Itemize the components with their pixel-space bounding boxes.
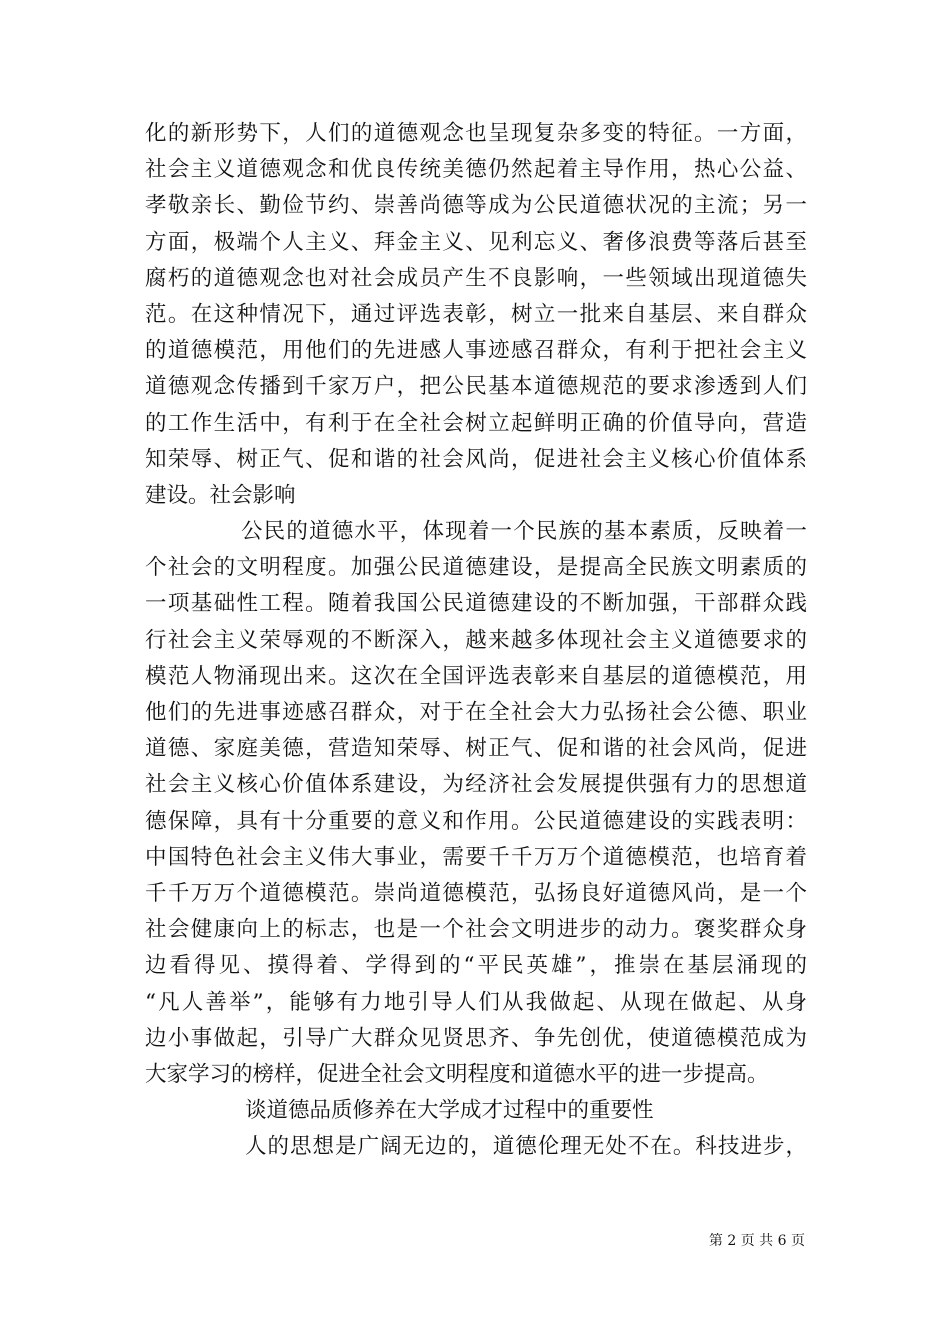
text-line: “凡人善举”，能够有力地引导人们从我做起、从现在做起、从身 xyxy=(145,989,807,1015)
text-line: 的工作生活中，有利于在全社会树立起鲜明正确的价值导向，营造 xyxy=(145,410,807,436)
text-line: 的道德模范，用他们的先进感人事迹感召群众，有利于把社会主义 xyxy=(145,338,807,364)
text-line: 知荣辱、树正气、促和谐的社会风尚，促进社会主义核心价值体系 xyxy=(145,446,807,472)
text-line: 建设。社会影响 xyxy=(145,482,296,508)
text-line: 方面，极端个人主义、拜金主义、见利忘义、奢侈浪费等落后甚至 xyxy=(145,229,807,255)
text-line: 范。在这种情况下，通过评选表彰，树立一批来自基层、来自群众 xyxy=(145,301,807,327)
text-line: 边小事做起，引导广大群众见贤思齐、争先创优，使道德模范成为 xyxy=(145,1025,807,1051)
text-line: 模范人物涌现出来。这次在全国评选表彰来自基层的道德模范，用 xyxy=(145,663,807,689)
text-line: 社会健康向上的标志，也是一个社会文明进步的动力。褒奖群众身 xyxy=(145,917,807,943)
page-number-footer: 第 2 页 共 6 页 xyxy=(708,1233,805,1249)
text-line: 德保障，具有十分重要的意义和作用。公民道德建设的实践表明： xyxy=(145,808,807,834)
text-line: 个社会的文明程度。加强公民道德建设，是提高全民族文明素质的 xyxy=(145,555,807,581)
paragraph-start-line: 人的思想是广阔无边的，道德伦理无处不在。科技进步， xyxy=(245,1134,807,1160)
text-line: 化的新形势下，人们的道德观念也呈现复杂多变的特征。一方面， xyxy=(145,121,807,146)
text-line: 边看得见、摸得着、学得到的“平民英雄”，推崇在基层涌现的 xyxy=(145,953,807,979)
text-line: 中国特色社会主义伟大事业，需要千千万万个道德模范，也培育着 xyxy=(145,844,807,870)
text-line: 大家学习的榜样，促进全社会文明程度和道德水平的进一步提高。 xyxy=(145,1061,769,1087)
text-line: 千千万万个道德模范。崇尚道德模范，弘扬良好道德风尚，是一个 xyxy=(145,880,807,906)
text-line: 行社会主义荣辱观的不断深入，越来越多体现社会主义道德要求的 xyxy=(145,627,807,653)
text-line: 他们的先进事迹感召群众，对于在全社会大力弘扬社会公德、职业 xyxy=(145,700,807,725)
text-line: 社会主义道德观念和优良传统美德仍然起着主导作用，热心公益、 xyxy=(145,157,807,183)
section-heading: 谈道德品质修养在大学成才过程中的重要性 xyxy=(245,1098,654,1124)
text-line: 孝敬亲长、勤俭节约、崇善尚德等成为公民道德状况的主流；另一 xyxy=(145,193,807,219)
text-line: 社会主义核心价值体系建设，为经济社会发展提供强有力的思想道 xyxy=(145,772,807,798)
paragraph-start-line: 公民的道德水平，体现着一个民族的基本素质，反映着一 xyxy=(241,519,807,545)
document-body xyxy=(145,116,807,1165)
text-line: 道德观念传播到千家万户，把公民基本道德规范的要求渗透到人们 xyxy=(145,374,807,400)
text-line: 腐朽的道德观念也对社会成员产生不良影响，一些领域出现道德失 xyxy=(145,265,807,291)
text-line: 道德、家庭美德，营造知荣辱、树正气、促和谐的社会风尚，促进 xyxy=(145,736,807,762)
text-line: 一项基础性工程。随着我国公民道德建设的不断加强，干部群众践 xyxy=(145,591,807,617)
